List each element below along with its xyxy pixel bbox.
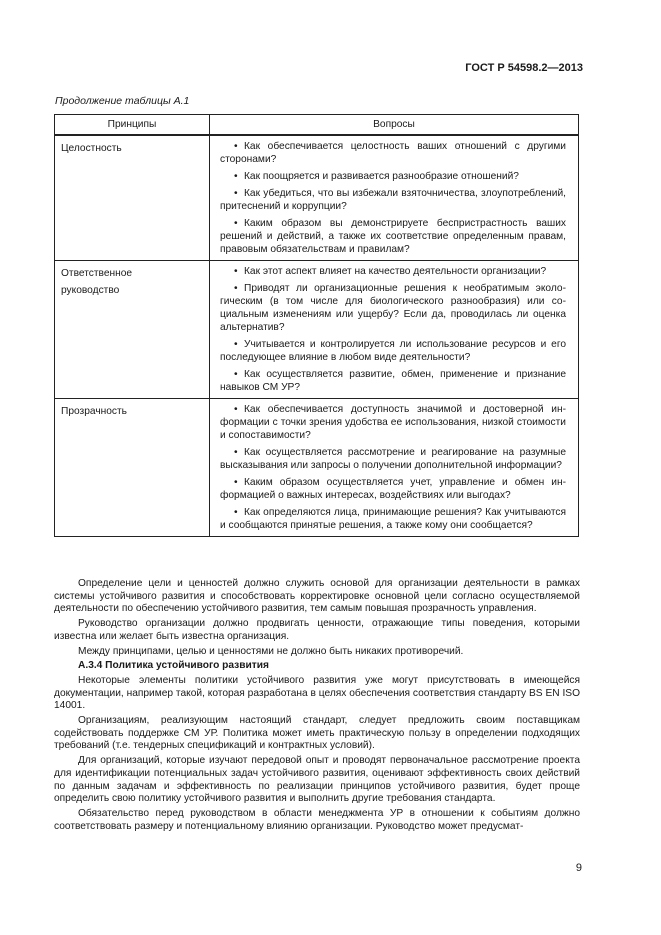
paragraph: Определение цели и ценностей должно служить основой для организации деятельности в рамках системы устойчивого развития и способствовать корректировке основной цели согласно осуществляемой деятельности по обеспечению устойчивого развития, тем самым повышая прозрачность управления. [54, 578, 580, 615]
section-heading: А.3.4 Политика устойчивого развития [78, 660, 269, 672]
body-text [54, 578, 580, 835]
table-row [55, 399, 579, 537]
bullet-icon: • [234, 283, 238, 294]
question-item: • Как осуществляется развитие, обмен, применение и признание навыков СМ УР? [220, 369, 566, 393]
questions-cell [210, 261, 579, 399]
question-item: • Каким образом осуществляется учет, управление и обмен информацией о важных интересах, воздействиях или выгодах? [220, 477, 566, 501]
question-item: • Как обеспечивается доступность значимой и достоверной информации с точки зрения удобства ее использования, низкой стоимости и сопоставимости? [220, 404, 566, 441]
bullet-icon: • [234, 218, 238, 229]
principle-cell [55, 399, 210, 537]
principles-table [54, 114, 579, 537]
table-caption: Продолжение таблицы А.1 [55, 95, 190, 107]
question-item: • Как обеспечивается целостность ваших отношений с другими сторонами? [220, 141, 566, 165]
bullet-icon: • [234, 266, 238, 277]
principle-cell [55, 135, 210, 261]
principle-cell [55, 261, 210, 399]
table-row [55, 135, 579, 261]
paragraph: Организациям, реализующим настоящий стандарт, следует предложить своим поставщикам содействовать поддержке СМ УР. Политика может иметь практическую пользу в определении подходящих требований (т.е. тендерных спецификаций и контрактных условий). [54, 715, 580, 752]
paragraph: Между принципами, целью и ценностями не должно быть никаких противоречий. [78, 645, 464, 657]
principle-name-line-2: руководство [61, 285, 120, 296]
bullet-icon: • [234, 447, 238, 458]
question-item: • Как определяются лица, принимающие решения? Как учитываются и сообщаются принятые решения, а также кому они сообщается? [220, 507, 566, 531]
standard-header: ГОСТ Р 54598.2—2013 [465, 62, 583, 74]
bullet-icon: • [234, 507, 238, 518]
question-item: • Приводят ли организационные решения к необратимым экологическим (в том числе для биологического разнообразия) или социальным изменениям или ущербу? Если да, проводилась ли оценка альтернатив? [220, 283, 566, 333]
column-header-questions: Вопросы [210, 115, 579, 136]
bullet-icon: • [234, 369, 238, 380]
questions-cell [210, 399, 579, 537]
table-header-row [55, 115, 579, 136]
question-item: • Как убедиться, что вы избежали взяточничества, злоупотреблений, притеснений и коррупции? [220, 188, 566, 212]
paragraph: Обязательство перед руководством в области менеджмента УР в отношении к событиям должно соответствовать размеру и потенциальному влиянию организации. Руководство может предусмат- [54, 807, 580, 832]
bullet-icon: • [234, 171, 238, 182]
question-item: • Учитывается и контролируется ли использование ресурсов и его последующее влияние в любом виде деятельности? [220, 339, 566, 363]
question-item: • Как поощряется и развивается разнообразие отношений? [234, 171, 519, 182]
question-item: • Как этот аспект влияет на качество деятельности организации? [234, 266, 547, 277]
principle-name: Целостность [61, 143, 122, 154]
paragraph: Некоторые элементы политики устойчивого развития уже могут присутствовать в имеющейся документации, например такой, которая разработана в целях обеспечения соответствия стандарту BS EN ISO 14001. [54, 674, 580, 712]
column-header-principles: Принципы [55, 115, 210, 136]
principle-name: Прозрачность [61, 406, 127, 417]
page-number: 9 [575, 862, 582, 874]
paragraph: Для организаций, которые изучают передовой опыт и проводят первоначальное рассмотрение проекта для идентификации потенциальных задач устойчивого развития, оценивают эффективность своих действий по данным задачам и эффективность по реализации принципов устойчивого развития, будет проще определить свою политику устойчивого развития и выполнить другие требования стандарта. [54, 755, 580, 805]
bullet-icon: • [234, 477, 238, 488]
questions-cell [210, 135, 579, 261]
question-item: • Каким образом вы демонстрируете беспристрастность ваших решений и действий, а также их соответствие определенным правам, правовым обязательствам и правилам? [220, 218, 566, 255]
bullet-icon: • [234, 188, 238, 199]
bullet-icon: • [234, 141, 238, 152]
paragraph: Руководство организации должно продвигать ценности, отражающие типы поведения, которыми известна или желает быть известна организация. [54, 618, 580, 642]
bullet-icon: • [234, 404, 238, 415]
table-row [55, 261, 579, 399]
principle-name-line-1: Ответственное [61, 268, 133, 279]
question-item: • Как осуществляется рассмотрение и реагирование на разумные высказывания или запросы о получении дополнительной информации? [220, 447, 566, 471]
bullet-icon: • [234, 339, 238, 350]
